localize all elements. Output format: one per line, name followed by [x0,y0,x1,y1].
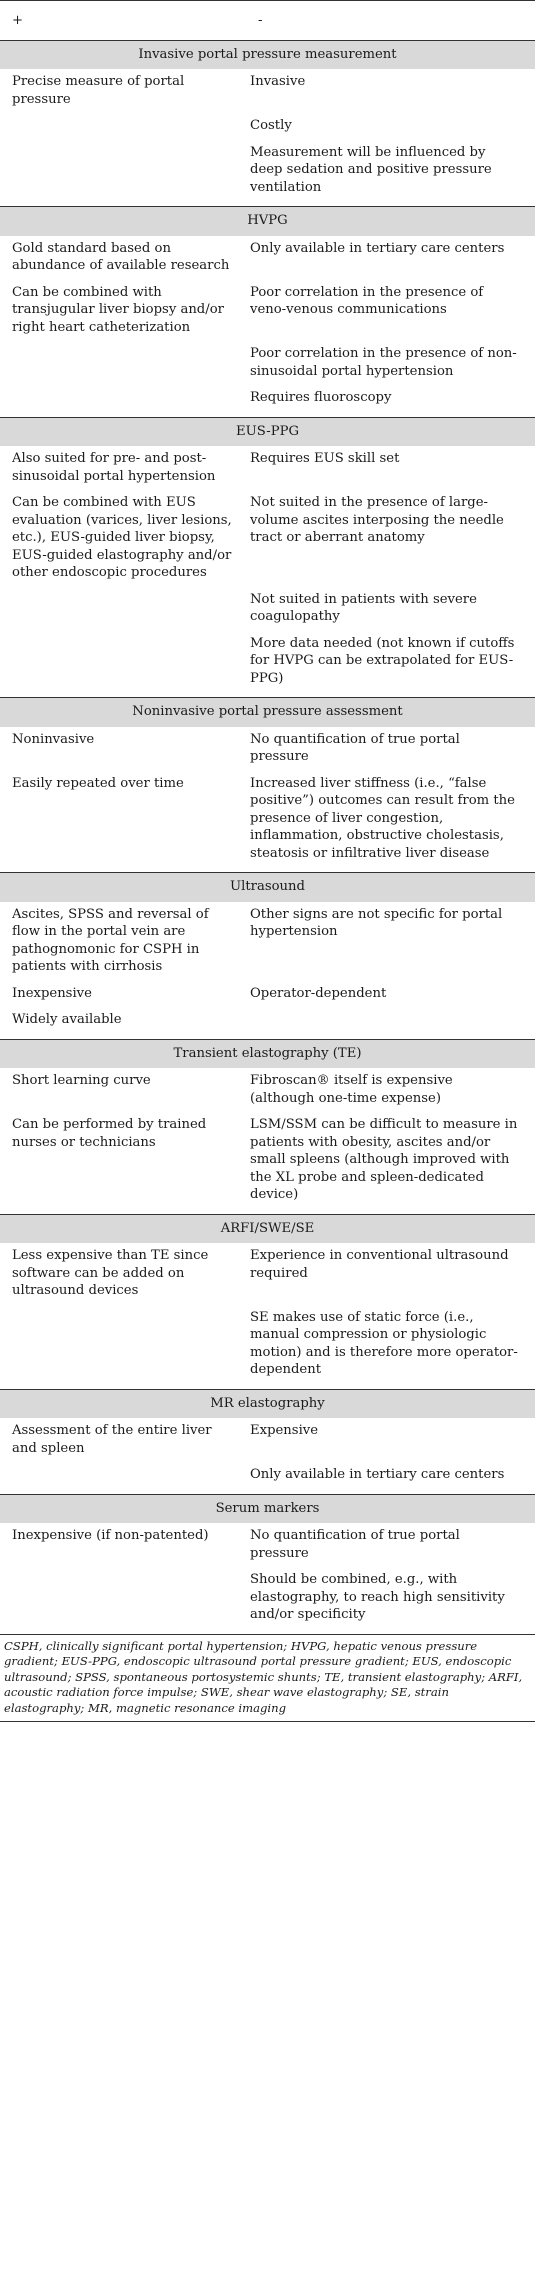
disadvantage-cell: Increased liver stiffness (i.e., “false positive”) outcomes can result from the presence of liver congestion, inflammation, obstructive cholestasis, steatosis or infiltrative liver disease [250,775,515,861]
disadvantage-cell: Measurement will be influenced by deep sedation and positive pressure ventilation [250,144,492,195]
table-body [0,40,535,1634]
advantage-cell: Noninvasive [12,731,95,747]
section-title: Transient elastography (TE) [0,1039,535,1068]
advantage-cell [0,385,246,417]
section-title: EUS-PPG [0,417,535,446]
disadvantage-cell: Only available in tertiary care centers [250,1467,505,1482]
disadvantage-cell: SE makes use of static force (i.e., manual compression or physiologic motion) and is therefore more operator-dependent [250,1309,518,1377]
disadvantage-cell: Expensive [250,1423,319,1438]
table-row [0,140,535,207]
section-title: Invasive portal pressure measurement [0,40,535,69]
table-row [0,490,535,587]
table-row [0,446,535,490]
section-title: Noninvasive portal pressure assessment [0,698,535,727]
advantage-cell: Widely available [12,1012,122,1027]
advantage-cell [0,113,246,140]
section-title: HVPG [0,207,535,236]
section-header-row [0,1039,535,1068]
disadvantage-cell: Requires fluoroscopy [250,390,392,405]
advantage-cell [0,341,246,385]
section-header-row [0,698,535,727]
table-row [0,1567,535,1634]
table-row [0,587,535,631]
table-row [0,1462,535,1494]
section-title: Ultrasound [0,873,535,902]
disadvantage-cell: Should be combined, e.g., with elastography, to reach high sensitivity and/or specificity [250,1572,505,1622]
disadvantage-cell: Invasive [250,74,306,89]
advantage-cell: Inexpensive [12,985,92,1001]
advantage-cell [0,140,246,207]
advantage-cell: Can be combined with EUS evaluation (varices, liver lesions, etc.), EUS-guided liver biopsy, EUS-guided elastography and/or other endoscopic procedures [12,495,232,580]
disadvantage-cell: Costly [250,118,292,133]
disadvantage-cell [246,1007,535,1039]
table-row [0,113,535,140]
table-row [0,727,535,771]
disadvantage-cell: Fibroscan® itself is expensive (although one-time expense) [250,1073,453,1106]
table-row [0,385,535,417]
section-header-row [0,1389,535,1418]
section-header-row [0,40,535,69]
table-row [0,236,535,280]
advantage-cell [0,1462,246,1494]
table-row [0,1243,535,1305]
advantage-cell: Also suited for pre- and post-sinusoidal portal hypertension [12,451,216,484]
advantage-cell: Assessment of the entire liver and spleen [12,1423,212,1456]
disadvantage-cell: No quantification of true portal pressure [250,1528,460,1561]
table-footnote: CSPH, clinically significant portal hypertension; HVPG, hepatic venous pressure gradient; EUS-PPG, endoscopic ultrasound portal pressure gradient; EUS, endoscopic ultrasound; SPSS, spontaneous portosystemic shunts; TE, transient elastography; ARFI, acoustic radiation force impulse; SWE, shear wave elastography; SE, strain elastography; MR, magnetic resonance imaging [0,1634,535,1723]
table-row [0,1418,535,1462]
table-row [0,69,535,113]
disadvantage-cell: Requires EUS skill set [250,451,400,466]
table-row [0,771,535,873]
disadvantage-cell: Experience in conventional ultrasound required [250,1248,509,1281]
cons-column-header: - [246,1,535,41]
advantage-cell: Gold standard based on abundance of available research [12,240,230,273]
disadvantage-cell: No quantification of true portal pressure [250,731,460,764]
section-header-row [0,1494,535,1523]
section-header-row [0,417,535,446]
disadvantage-cell: Other signs are not specific for portal hypertension [250,906,503,939]
disadvantage-cell: Poor correlation in the presence of non-sinusoidal portal hypertension [250,346,517,379]
table-row [0,1068,535,1112]
table-row [0,341,535,385]
disadvantage-cell: Not suited in patients with severe coagulopathy [250,591,477,624]
advantage-cell [0,1567,246,1634]
disadvantage-cell: More data needed (not known if cutoffs for HVPG can be extrapolated for EUS-PPG) [250,635,515,686]
disadvantage-cell: Poor correlation in the presence of veno-venous communications [250,284,484,317]
advantage-cell: Ascites, SPSS and reversal of flow in the portal vein are pathognomonic for CSPH in patients with cirrhosis [12,906,209,974]
advantage-cell: Easily repeated over time [12,775,184,791]
table-row [0,981,535,1008]
table-row [0,1007,535,1039]
section-header-row [0,207,535,236]
advantage-cell [0,587,246,631]
disadvantage-cell: Operator-dependent [250,985,387,1001]
advantage-cell: Precise measure of portal pressure [12,74,185,107]
section-title: MR elastography [0,1389,535,1418]
disadvantage-cell: LSM/SSM can be difficult to measure in patients with obesity, ascites and/or small spleens (although improved with the XL probe and spleen-dedicated device) [250,1117,518,1202]
section-header-row [0,873,535,902]
section-title: Serum markers [0,1494,535,1523]
table-row [0,1305,535,1390]
disadvantage-cell: Not suited in the presence of large-volume ascites interposing the needle tract or aberrant anatomy [250,495,504,545]
section-title: ARFI/SWE/SE [0,1214,535,1243]
table-row [0,631,535,698]
advantage-cell: Can be performed by trained nurses or technicians [12,1117,207,1150]
table-header-row [0,1,535,41]
table-row [0,280,535,342]
section-header-row [0,1214,535,1243]
pros-column-header: + [0,1,246,41]
table-row [0,1523,535,1567]
disadvantage-cell: Only available in tertiary care centers [250,240,505,256]
advantage-cell: Short learning curve [12,1073,151,1088]
advantage-cell: Less expensive than TE since software can be added on ultrasound devices [12,1248,209,1298]
advantage-cell [0,631,246,698]
advantage-cell: Can be combined with transjugular liver biopsy and/or right heart catheterization [12,284,224,335]
table-row [0,902,535,981]
advantage-cell: Inexpensive (if non-patented) [12,1528,209,1543]
table-row [0,1112,535,1214]
advantage-cell [0,1305,246,1390]
